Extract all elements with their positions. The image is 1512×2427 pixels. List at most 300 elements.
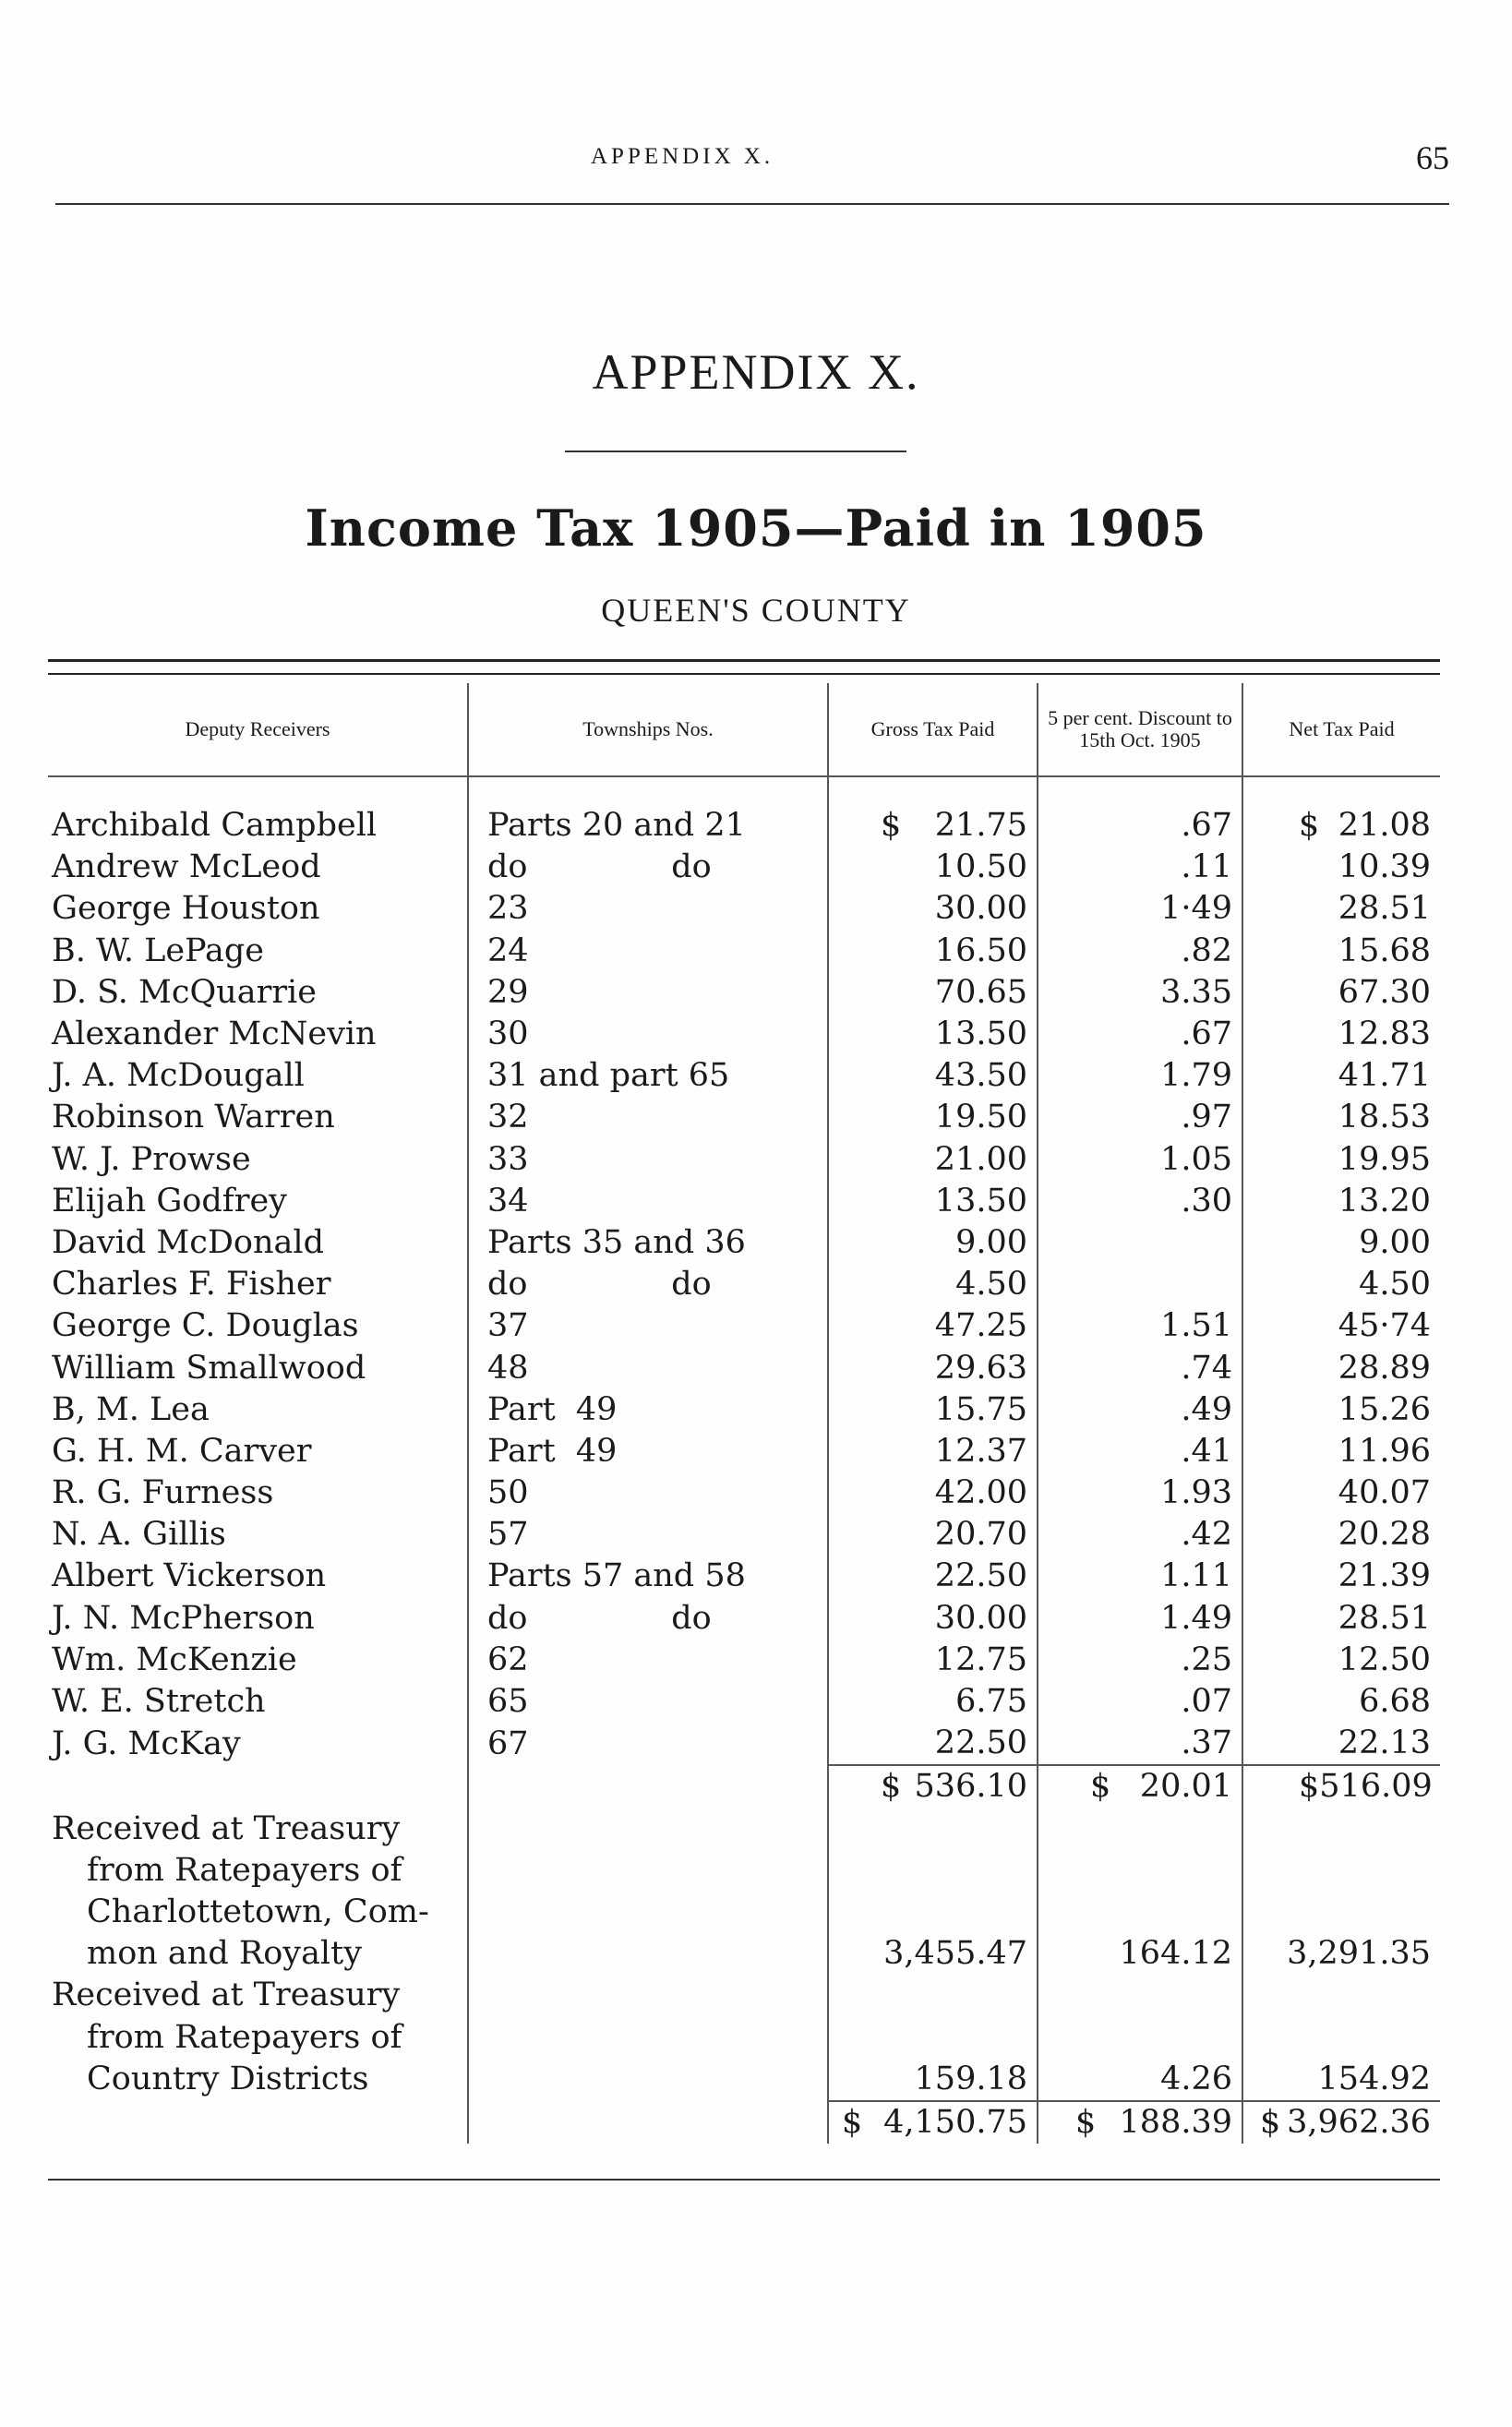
gross-tax-paid bbox=[828, 888, 1038, 930]
net-tax-paid-value: 10.39 bbox=[1338, 848, 1431, 886]
discount-amount bbox=[1038, 1305, 1242, 1347]
deputy-receiver-name bbox=[48, 1055, 468, 1097]
treasury-charlottetown-label-text: from Ratepayers of bbox=[87, 1851, 402, 1889]
deputy-receiver-name bbox=[48, 1723, 468, 1765]
table-row bbox=[48, 972, 1440, 1014]
gross-tax-paid-value: 22.50 bbox=[934, 1724, 1027, 1762]
treasury-charlottetown-label-line bbox=[48, 1808, 468, 1850]
subtotal-label bbox=[48, 1765, 468, 1808]
income-tax-table bbox=[48, 683, 1440, 2144]
gross-tax-paid bbox=[828, 1055, 1038, 1097]
discount-amount bbox=[1038, 888, 1242, 930]
deputy-receiver-name-value: Archibald Campbell bbox=[52, 807, 378, 845]
gross-tax-paid bbox=[828, 1389, 1038, 1431]
deputy-receiver-name-value: Wm. McKenzie bbox=[52, 1640, 297, 1678]
discount-amount-value: 1.93 bbox=[1160, 1474, 1232, 1512]
dollar-sign: $ bbox=[1090, 1768, 1111, 1806]
treasury-country-row bbox=[48, 1975, 1440, 2016]
treasury-charlottetown-net bbox=[1242, 1933, 1440, 1975]
township-numbers-value: 65 bbox=[487, 1683, 529, 1721]
treasury-country-discount bbox=[1038, 2016, 1242, 2058]
discount-amount bbox=[1038, 1556, 1242, 1597]
discount-amount-value: 1.05 bbox=[1160, 1140, 1232, 1178]
discount-amount bbox=[1038, 1014, 1242, 1055]
discount-amount-value: 1.51 bbox=[1160, 1307, 1232, 1345]
township-numbers bbox=[468, 1598, 828, 1640]
treasury-country-label-line bbox=[48, 1975, 468, 2016]
subtotal-discount bbox=[1038, 1765, 1242, 1808]
deputy-receiver-name-value: Andrew McLeod bbox=[52, 848, 321, 886]
discount-amount-value: .30 bbox=[1181, 1182, 1232, 1220]
township-numbers bbox=[468, 1514, 828, 1556]
treasury-country-township-empty bbox=[468, 2016, 828, 2058]
township-numbers bbox=[468, 805, 828, 847]
treasury-country-gross bbox=[828, 2059, 1038, 2101]
township-numbers-value: do do bbox=[487, 848, 712, 886]
discount-amount-value: .67 bbox=[1181, 1015, 1232, 1053]
deputy-receiver-name-value: B, M. Lea bbox=[52, 1390, 210, 1428]
county-heading: QUEEN'S COUNTY bbox=[601, 592, 911, 629]
discount-amount bbox=[1038, 1389, 1242, 1431]
gross-tax-paid bbox=[828, 1305, 1038, 1347]
deputy-receiver-name bbox=[48, 1014, 468, 1055]
treasury-country-net bbox=[1242, 1975, 1440, 2016]
treasury-country-township-empty bbox=[468, 2059, 828, 2101]
treasury-charlottetown-gross bbox=[828, 1933, 1038, 1975]
treasury-country-net bbox=[1242, 2016, 1440, 2058]
township-numbers bbox=[468, 1014, 828, 1055]
treasury-charlottetown-label-line bbox=[48, 1892, 468, 1933]
treasury-charlottetown-row bbox=[48, 1892, 1440, 1933]
discount-amount bbox=[1038, 1472, 1242, 1514]
deputy-receiver-name bbox=[48, 1472, 468, 1514]
discount-amount-value: .74 bbox=[1181, 1349, 1232, 1387]
treasury-charlottetown-township-empty bbox=[468, 1933, 828, 1975]
page-number: 65 bbox=[1416, 139, 1449, 176]
gross-tax-paid-value: 22.50 bbox=[934, 1557, 1027, 1595]
gross-tax-paid-value: 43.50 bbox=[934, 1057, 1027, 1095]
net-tax-paid-value: 12.50 bbox=[1338, 1640, 1431, 1678]
gross-tax-paid-value: 42.00 bbox=[934, 1474, 1027, 1512]
net-tax-paid-value: 22.13 bbox=[1338, 1724, 1431, 1762]
treasury-country-row bbox=[48, 2016, 1440, 2058]
grand-total-gross bbox=[828, 2101, 1038, 2144]
treasury-charlottetown-net bbox=[1242, 1850, 1440, 1892]
discount-amount bbox=[1038, 931, 1242, 972]
discount-amount bbox=[1038, 1640, 1242, 1681]
deputy-receiver-name bbox=[48, 1681, 468, 1723]
discount-amount bbox=[1038, 1431, 1242, 1472]
table-row bbox=[48, 1431, 1440, 1472]
net-tax-paid bbox=[1242, 1598, 1440, 1640]
treasury-charlottetown-township-empty bbox=[468, 1892, 828, 1933]
table-row bbox=[48, 847, 1440, 888]
discount-amount-value: 3.35 bbox=[1160, 973, 1232, 1011]
gross-tax-paid bbox=[828, 847, 1038, 888]
net-tax-paid-value: 13.20 bbox=[1338, 1182, 1431, 1220]
treasury-country-net bbox=[1242, 2059, 1440, 2101]
township-numbers-value: 34 bbox=[487, 1182, 529, 1220]
discount-amount bbox=[1038, 847, 1242, 888]
column-header-discount: 5 per cent. Discount to 15th Oct. 1905 bbox=[1038, 683, 1242, 776]
gross-tax-paid bbox=[828, 931, 1038, 972]
treasury-charlottetown-discount bbox=[1038, 1892, 1242, 1933]
deputy-receiver-name-value: George Houston bbox=[52, 890, 320, 928]
net-tax-paid bbox=[1242, 1347, 1440, 1388]
net-tax-paid-value: 18.53 bbox=[1338, 1099, 1431, 1136]
subtotal-empty bbox=[468, 1765, 828, 1808]
net-tax-paid-value: 20.28 bbox=[1338, 1516, 1431, 1554]
column-header-townships: Townships Nos. bbox=[468, 683, 828, 776]
treasury-charlottetown-label-text: Charlottetown, Com- bbox=[87, 1892, 429, 1930]
discount-amount-value: 1·49 bbox=[1160, 890, 1232, 928]
treasury-country-row bbox=[48, 2059, 1440, 2101]
township-numbers bbox=[468, 1264, 828, 1305]
treasury-charlottetown-discount bbox=[1038, 1933, 1242, 1975]
deputy-receiver-name bbox=[48, 1556, 468, 1597]
discount-amount bbox=[1038, 1139, 1242, 1181]
gross-tax-paid-value: 10.50 bbox=[934, 848, 1027, 886]
grand-total-discount-value: 188.39 bbox=[1119, 2103, 1232, 2141]
deputy-receiver-name-value: Alexander McNevin bbox=[52, 1015, 377, 1053]
table-row bbox=[48, 888, 1440, 930]
deputy-receiver-name-value: W. J. Prowse bbox=[52, 1140, 251, 1178]
township-numbers-value: do do bbox=[487, 1266, 712, 1304]
treasury-country-label-line bbox=[48, 2059, 468, 2101]
deputy-receiver-name-value: Elijah Godfrey bbox=[52, 1182, 287, 1220]
treasury-charlottetown-net bbox=[1242, 1808, 1440, 1850]
deputy-receiver-name bbox=[48, 847, 468, 888]
gross-tax-paid-value: 30.00 bbox=[934, 1599, 1027, 1637]
gross-tax-paid bbox=[828, 805, 1038, 847]
township-numbers-value: 57 bbox=[487, 1516, 529, 1554]
net-tax-paid bbox=[1242, 1681, 1440, 1723]
subtotal-row bbox=[48, 1765, 1440, 1808]
net-tax-paid-value: 15.68 bbox=[1338, 931, 1431, 969]
running-title: APPENDIX X. bbox=[591, 144, 774, 169]
gross-tax-paid-value: 9.00 bbox=[955, 1223, 1027, 1261]
table-row bbox=[48, 1305, 1440, 1347]
dollar-sign: $ bbox=[1299, 807, 1320, 845]
deputy-receiver-name-value: J. A. McDougall bbox=[52, 1057, 305, 1095]
treasury-country-label-line bbox=[48, 2016, 468, 2058]
table-row bbox=[48, 931, 1440, 972]
grand-total-net bbox=[1242, 2101, 1440, 2144]
deputy-receiver-name bbox=[48, 931, 468, 972]
treasury-charlottetown-label-line bbox=[48, 1933, 468, 1975]
gross-tax-paid-value: 29.63 bbox=[934, 1349, 1027, 1387]
net-tax-paid-value: 11.96 bbox=[1338, 1432, 1431, 1470]
gross-tax-paid-value: 13.50 bbox=[934, 1182, 1027, 1220]
discount-amount bbox=[1038, 972, 1242, 1014]
discount-amount bbox=[1038, 1264, 1242, 1305]
net-tax-paid bbox=[1242, 1222, 1440, 1264]
treasury-charlottetown-township-empty bbox=[468, 1808, 828, 1850]
table-row bbox=[48, 1598, 1440, 1640]
discount-amount-value: .42 bbox=[1181, 1516, 1232, 1554]
township-numbers bbox=[468, 1305, 828, 1347]
discount-amount-value: .11 bbox=[1181, 848, 1232, 886]
deputy-receiver-name bbox=[48, 1347, 468, 1388]
treasury-charlottetown-row bbox=[48, 1850, 1440, 1892]
treasury-charlottetown-discount-value: 164.12 bbox=[1119, 1935, 1232, 1973]
deputy-receiver-name-value: W. E. Stretch bbox=[52, 1683, 266, 1721]
gross-tax-paid bbox=[828, 1347, 1038, 1388]
table-row bbox=[48, 1014, 1440, 1055]
net-tax-paid bbox=[1242, 1097, 1440, 1138]
column-header-net-tax: Net Tax Paid bbox=[1242, 683, 1440, 776]
deputy-receiver-name-value: George C. Douglas bbox=[52, 1307, 359, 1345]
deputy-receiver-name-value: Charles F. Fisher bbox=[52, 1266, 331, 1304]
net-tax-paid bbox=[1242, 1305, 1440, 1347]
township-numbers-value: 30 bbox=[487, 1015, 529, 1053]
treasury-charlottetown-discount bbox=[1038, 1850, 1242, 1892]
dollar-sign: $ bbox=[842, 2103, 863, 2141]
deputy-receiver-name bbox=[48, 1514, 468, 1556]
deputy-receiver-name bbox=[48, 1097, 468, 1138]
net-tax-paid bbox=[1242, 1055, 1440, 1097]
discount-amount-value: 1.11 bbox=[1160, 1557, 1232, 1595]
table-row bbox=[48, 805, 1440, 847]
township-numbers bbox=[468, 1723, 828, 1765]
discount-amount-value: .49 bbox=[1181, 1390, 1232, 1428]
net-tax-paid-value: 28.89 bbox=[1338, 1349, 1431, 1387]
township-numbers-value: 50 bbox=[487, 1474, 529, 1512]
net-tax-paid bbox=[1242, 805, 1440, 847]
deputy-receiver-name bbox=[48, 1431, 468, 1472]
discount-amount bbox=[1038, 1222, 1242, 1264]
deputy-receiver-name-value: Robinson Warren bbox=[52, 1099, 335, 1136]
dollar-sign: $ bbox=[1299, 1768, 1320, 1806]
treasury-country-net-value: 154.92 bbox=[1317, 2060, 1431, 2097]
grand-total-discount bbox=[1038, 2101, 1242, 2144]
deputy-receiver-name bbox=[48, 888, 468, 930]
treasury-charlottetown-gross bbox=[828, 1850, 1038, 1892]
township-numbers bbox=[468, 972, 828, 1014]
township-numbers bbox=[468, 1640, 828, 1681]
net-tax-paid-value: 19.95 bbox=[1338, 1140, 1431, 1178]
net-tax-paid-value: 41.71 bbox=[1338, 1057, 1431, 1095]
treasury-charlottetown-row bbox=[48, 1933, 1440, 1975]
table-row bbox=[48, 1723, 1440, 1765]
table-row bbox=[48, 1640, 1440, 1681]
dollar-sign: $ bbox=[881, 807, 902, 845]
treasury-charlottetown-gross bbox=[828, 1808, 1038, 1850]
net-tax-paid bbox=[1242, 1389, 1440, 1431]
net-tax-paid bbox=[1242, 1431, 1440, 1472]
discount-amount-value: 1.49 bbox=[1160, 1599, 1232, 1637]
net-tax-paid-value: 15.26 bbox=[1338, 1390, 1431, 1428]
table-row bbox=[48, 1055, 1440, 1097]
column-header-gross-tax: Gross Tax Paid bbox=[828, 683, 1038, 776]
subtotal-gross bbox=[828, 1765, 1038, 1808]
treasury-charlottetown-discount bbox=[1038, 1808, 1242, 1850]
township-numbers bbox=[468, 1055, 828, 1097]
deputy-receiver-name-value: D. S. McQuarrie bbox=[52, 973, 317, 1011]
township-numbers-value: Part 49 bbox=[487, 1390, 618, 1428]
gross-tax-paid-value: 21.00 bbox=[934, 1140, 1027, 1178]
gross-tax-paid bbox=[828, 1139, 1038, 1181]
township-numbers-value: 37 bbox=[487, 1307, 529, 1345]
table-row bbox=[48, 1264, 1440, 1305]
discount-amount bbox=[1038, 805, 1242, 847]
township-numbers-value: 29 bbox=[487, 973, 529, 1011]
table-row bbox=[48, 1181, 1440, 1222]
discount-amount-value: .82 bbox=[1181, 931, 1232, 969]
gross-tax-paid bbox=[828, 1723, 1038, 1765]
treasury-country-label-text: from Ratepayers of bbox=[87, 2018, 402, 2056]
deputy-receiver-name-value: Albert Vickerson bbox=[52, 1557, 327, 1595]
table-top-rule bbox=[48, 659, 1440, 675]
table-row bbox=[48, 1681, 1440, 1723]
treasury-charlottetown-gross bbox=[828, 1892, 1038, 1933]
gross-tax-paid-value: 15.75 bbox=[934, 1390, 1027, 1428]
deputy-receiver-name-value: R. G. Furness bbox=[52, 1474, 274, 1512]
gross-tax-paid bbox=[828, 1598, 1038, 1640]
deputy-receiver-name-value: David McDonald bbox=[52, 1223, 325, 1261]
discount-amount-value: .07 bbox=[1181, 1683, 1232, 1721]
gross-tax-paid bbox=[828, 1472, 1038, 1514]
gross-tax-paid bbox=[828, 1264, 1038, 1305]
deputy-receiver-name bbox=[48, 1139, 468, 1181]
net-tax-paid-value: 4.50 bbox=[1359, 1266, 1431, 1304]
discount-amount bbox=[1038, 1723, 1242, 1765]
title-divider bbox=[565, 451, 906, 452]
treasury-charlottetown-township-empty bbox=[468, 1850, 828, 1892]
discount-amount bbox=[1038, 1097, 1242, 1138]
net-tax-paid bbox=[1242, 1181, 1440, 1222]
township-numbers bbox=[468, 888, 828, 930]
gross-tax-paid-value: 4.50 bbox=[955, 1266, 1027, 1304]
deputy-receiver-name-value: William Smallwood bbox=[52, 1349, 366, 1387]
net-tax-paid-value: 67.30 bbox=[1338, 973, 1431, 1011]
treasury-country-discount-value: 4.26 bbox=[1160, 2060, 1232, 2097]
net-tax-paid bbox=[1242, 1139, 1440, 1181]
discount-amount bbox=[1038, 1598, 1242, 1640]
net-tax-paid-value: 45·74 bbox=[1338, 1307, 1431, 1345]
table-row bbox=[48, 1389, 1440, 1431]
township-numbers-value: 31 and part 65 bbox=[487, 1057, 730, 1095]
table-header-row bbox=[48, 683, 1440, 776]
dollar-sign: $ bbox=[881, 1768, 902, 1806]
treasury-country-gross-value: 159.18 bbox=[914, 2060, 1027, 2097]
net-tax-paid-value: 28.51 bbox=[1338, 1599, 1431, 1637]
deputy-receiver-name bbox=[48, 1640, 468, 1681]
table-row bbox=[48, 1222, 1440, 1264]
net-tax-paid-value: 12.83 bbox=[1338, 1015, 1431, 1053]
treasury-charlottetown-row bbox=[48, 1808, 1440, 1850]
running-header bbox=[55, 138, 1449, 205]
gross-tax-paid-value: 19.50 bbox=[934, 1099, 1027, 1136]
township-numbers-value: do do bbox=[487, 1599, 712, 1637]
gross-tax-paid-value: 16.50 bbox=[934, 931, 1027, 969]
net-tax-paid bbox=[1242, 1556, 1440, 1597]
grand-total-row bbox=[48, 2101, 1440, 2144]
grand-total-empty bbox=[468, 2101, 828, 2144]
treasury-country-label-text: Received at Treasury bbox=[52, 1976, 401, 2014]
deputy-receiver-name bbox=[48, 805, 468, 847]
gross-tax-paid-value: 12.75 bbox=[934, 1640, 1027, 1678]
gross-tax-paid bbox=[828, 1097, 1038, 1138]
discount-amount bbox=[1038, 1514, 1242, 1556]
gross-tax-paid-value: 20.70 bbox=[934, 1516, 1027, 1554]
grand-total-label bbox=[48, 2101, 468, 2144]
subtotal-gross-value: 536.10 bbox=[914, 1768, 1027, 1806]
deputy-receiver-name-value: J. G. McKay bbox=[52, 1724, 241, 1762]
gross-tax-paid bbox=[828, 1222, 1038, 1264]
gross-tax-paid bbox=[828, 1681, 1038, 1723]
net-tax-paid bbox=[1242, 931, 1440, 972]
gross-tax-paid bbox=[828, 1640, 1038, 1681]
township-numbers bbox=[468, 1472, 828, 1514]
treasury-country-discount bbox=[1038, 1975, 1242, 2016]
appendix-title: APPENDIX X. bbox=[592, 344, 920, 400]
gross-tax-paid bbox=[828, 1431, 1038, 1472]
net-tax-paid-value: 9.00 bbox=[1359, 1223, 1431, 1261]
net-tax-paid bbox=[1242, 1640, 1440, 1681]
township-numbers-value: 48 bbox=[487, 1349, 529, 1387]
gross-tax-paid-value: 13.50 bbox=[934, 1015, 1027, 1053]
gross-tax-paid-value: 47.25 bbox=[934, 1307, 1027, 1345]
gross-tax-paid-value: 12.37 bbox=[934, 1432, 1027, 1470]
gross-tax-paid bbox=[828, 1556, 1038, 1597]
township-numbers-value: 32 bbox=[487, 1099, 529, 1136]
subtotal-discount-value: 20.01 bbox=[1139, 1768, 1232, 1806]
deputy-receiver-name bbox=[48, 1389, 468, 1431]
table-bottom-rule bbox=[48, 2179, 1440, 2181]
deputy-receiver-name-value: B. W. LePage bbox=[52, 931, 264, 969]
treasury-country-discount bbox=[1038, 2059, 1242, 2101]
treasury-country-gross bbox=[828, 1975, 1038, 2016]
net-tax-paid-value: 21.39 bbox=[1338, 1557, 1431, 1595]
township-numbers-value: 33 bbox=[487, 1140, 529, 1178]
township-numbers bbox=[468, 847, 828, 888]
dollar-sign: $ bbox=[1260, 2103, 1281, 2141]
deputy-receiver-name bbox=[48, 1598, 468, 1640]
township-numbers bbox=[468, 1431, 828, 1472]
deputy-receiver-name bbox=[48, 1305, 468, 1347]
net-tax-paid bbox=[1242, 1264, 1440, 1305]
discount-amount bbox=[1038, 1681, 1242, 1723]
township-numbers-value: Part 49 bbox=[487, 1432, 618, 1470]
gross-tax-paid-value: 30.00 bbox=[934, 890, 1027, 928]
grand-total-gross-value: 4,150.75 bbox=[883, 2103, 1027, 2141]
table-row bbox=[48, 1514, 1440, 1556]
township-numbers-value: 24 bbox=[487, 931, 529, 969]
treasury-charlottetown-label-text: mon and Royalty bbox=[87, 1935, 362, 1973]
township-numbers bbox=[468, 1139, 828, 1181]
deputy-receiver-name-value: J. N. McPherson bbox=[52, 1599, 315, 1637]
discount-amount bbox=[1038, 1055, 1242, 1097]
table-row bbox=[48, 1139, 1440, 1181]
township-numbers-value: Parts 35 and 36 bbox=[487, 1223, 746, 1261]
township-numbers bbox=[468, 1097, 828, 1138]
gross-tax-paid bbox=[828, 972, 1038, 1014]
deputy-receiver-name-value: N. A. Gillis bbox=[52, 1516, 226, 1554]
net-tax-paid bbox=[1242, 1723, 1440, 1765]
treasury-charlottetown-gross-value: 3,455.47 bbox=[883, 1935, 1027, 1973]
deputy-receiver-name bbox=[48, 1222, 468, 1264]
township-numbers bbox=[468, 1389, 828, 1431]
treasury-charlottetown-net bbox=[1242, 1892, 1440, 1933]
township-numbers-value: 23 bbox=[487, 890, 529, 928]
township-numbers bbox=[468, 1556, 828, 1597]
treasury-charlottetown-net-value: 3,291.35 bbox=[1287, 1935, 1431, 1973]
township-numbers bbox=[468, 1222, 828, 1264]
subtotal-net bbox=[1242, 1765, 1440, 1808]
net-tax-paid bbox=[1242, 847, 1440, 888]
treasury-country-gross bbox=[828, 2016, 1038, 2058]
